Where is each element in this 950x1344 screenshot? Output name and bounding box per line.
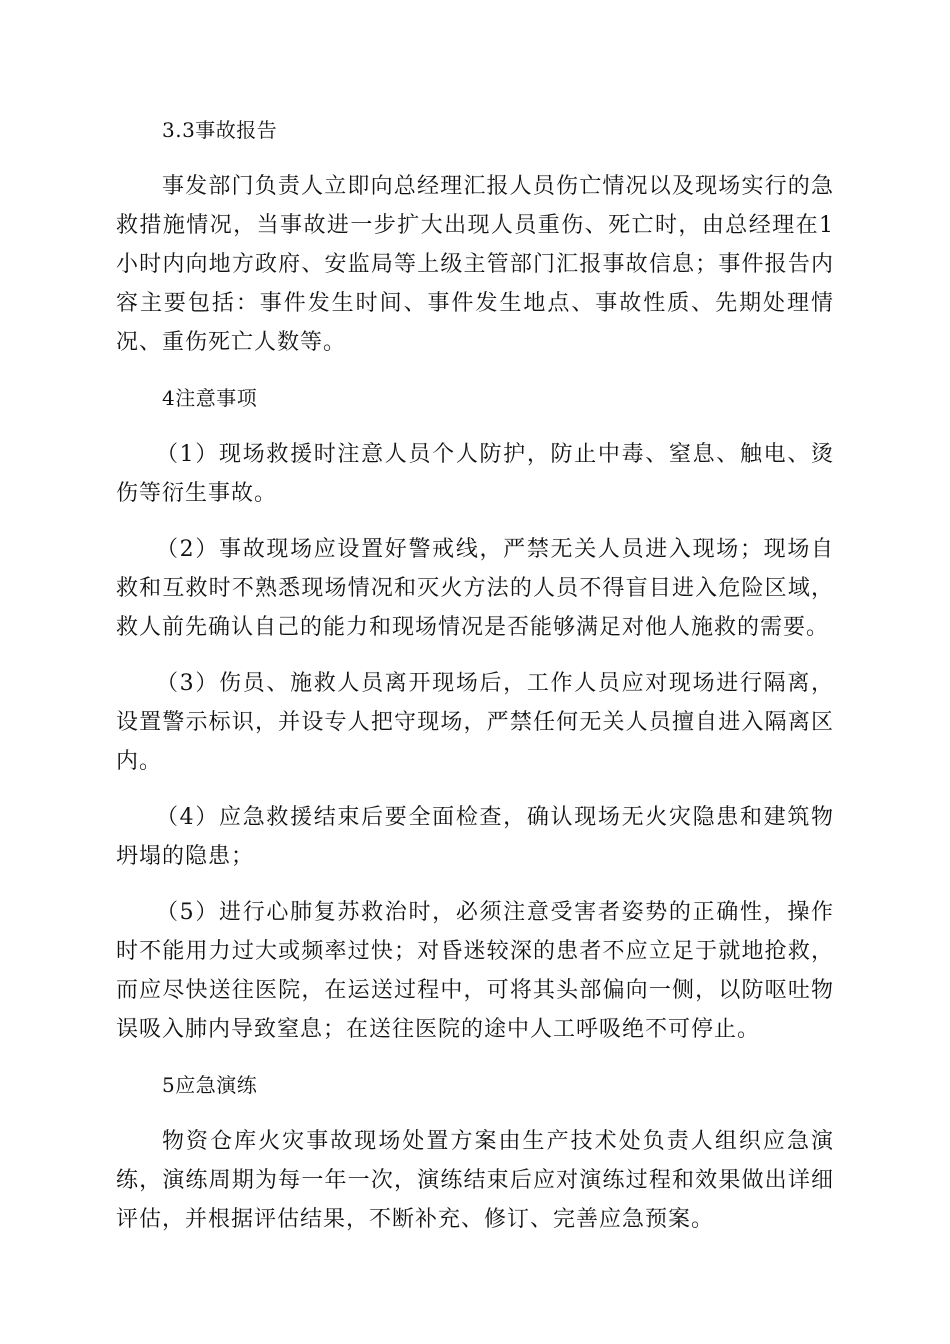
precaution-item-2: （2）事故现场应设置好警戒线，严禁无关人员进入现场；现场自救和互救时不熟悉现场情况和灭火方法的人员不得盲目进入危险区域，救人前先确认自己的能力和现场情况是否能够满足对他人施救的需要。 [116, 537, 834, 640]
section-heading-3-3: 3.3事故报告 [162, 118, 278, 142]
precaution-item-1: （1）现场救援时注意人员个人防护，防止中毒、窒息、触电、烫伤等衍生事故。 [116, 442, 834, 506]
precaution-item-4: （4）应急救援结束后要全面检查，确认现场无火灾隐患和建筑物坍塌的隐患； [116, 805, 834, 869]
section-5-paragraph: 物资仓库火灾事故现场处置方案由生产技术处负责人组织应急演练，演练周期为每一年一次，演练结束后应对演练过程和效果做出详细评估，并根据评估结果，不断补充、修订、完善应急预案。 [116, 1129, 834, 1232]
precaution-item-3: （3）伤员、施救人员离开现场后，工作人员应对现场进行隔离，设置警示标识，并设专人把守现场，严禁任何无关人员擅自进入隔离区内。 [116, 671, 834, 774]
section-3-3-paragraph: 事发部门负责人立即向总经理汇报人员伤亡情况以及现场实行的急救措施情况，当事故进一步扩大出现人员重伤、死亡时，由总经理在1小时内向地方政府、安监局等上级主管部门汇报事故信息；事件报告内容主要包括：事件发生时间、事件发生地点、事故性质、先期处理情况、重伤死亡人数等。 [116, 174, 834, 355]
precaution-item-5: （5）进行心肺复苏救治时，必须注意受害者姿势的正确性，操作时不能用力过大或频率过快；对昏迷较深的患者不应立足于就地抢救，而应尽快送往医院，在运送过程中，可将其头部偏向一侧，以防呕吐物误吸入肺内导致窒息；在送往医院的途中人工呼吸绝不可停止。 [116, 900, 834, 1042]
document-body [116, 111, 834, 1256]
section-heading-4: 4注意事项 [162, 386, 258, 410]
section-heading-5: 5应急演练 [162, 1073, 258, 1097]
